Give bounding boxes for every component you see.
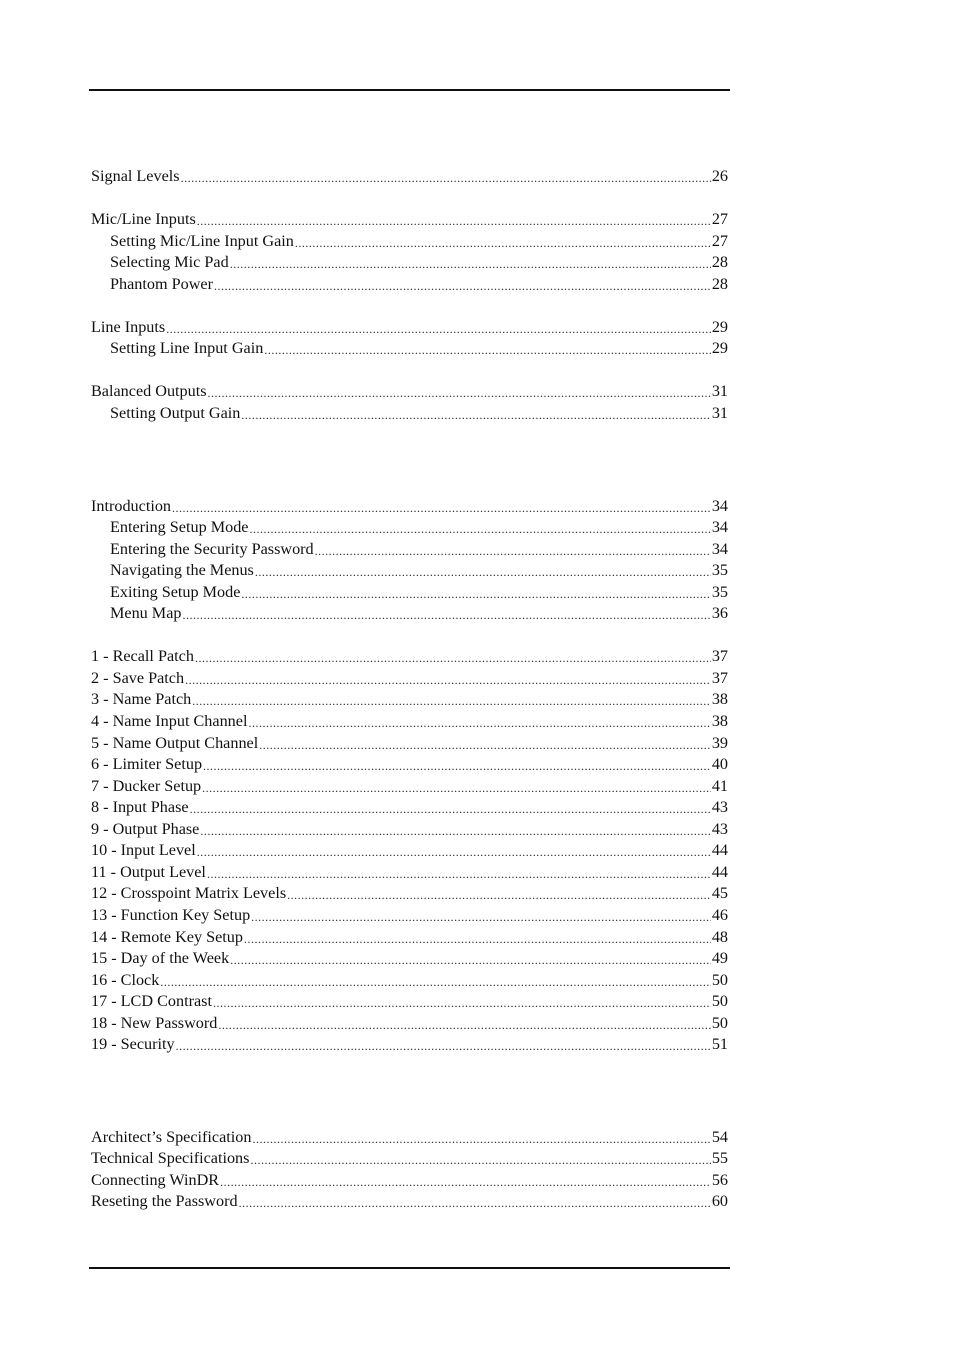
toc-entry-title: 4 - Name Input Channel	[91, 712, 248, 730]
toc-entry-page-number: 31	[711, 382, 728, 400]
toc-entry-page-number: 27	[711, 232, 728, 250]
toc-entry[interactable]	[110, 538, 728, 559]
toc-entry-title: Navigating the Menus	[110, 561, 254, 579]
dot-leader	[241, 587, 710, 602]
dot-leader	[208, 386, 711, 401]
toc-entry-title: Balanced Outputs	[91, 382, 207, 400]
dot-leader	[166, 322, 711, 337]
dot-leader	[220, 1175, 711, 1190]
toc-entry-page-number: 49	[711, 949, 728, 967]
toc-entry[interactable]	[91, 667, 728, 688]
dot-leader	[176, 1039, 711, 1054]
toc-entry-page-number: 26	[711, 167, 728, 185]
dot-leader	[244, 932, 711, 947]
toc-entry-title: Signal Levels	[91, 167, 180, 185]
toc-entry-page-number: 31	[711, 404, 728, 422]
toc-entry-title: Setting Line Input Gain	[110, 339, 264, 357]
toc-entry[interactable]	[110, 230, 728, 251]
toc-entry-page-number: 36	[711, 604, 728, 622]
dot-leader	[218, 1018, 710, 1033]
toc-entry-page-number: 50	[711, 992, 728, 1010]
toc-entry-title: Menu Map	[110, 604, 182, 622]
toc-entry-page-number: 41	[711, 777, 728, 795]
dot-leader	[249, 522, 710, 537]
toc-entry[interactable]	[91, 495, 728, 516]
toc-entry-title: 1 - Recall Patch	[91, 647, 194, 665]
toc-entry[interactable]	[91, 688, 728, 709]
toc-entry[interactable]	[91, 839, 728, 860]
toc-entry[interactable]	[110, 559, 728, 580]
dot-leader	[248, 716, 710, 731]
dot-leader	[200, 824, 710, 839]
toc-entry-title: Introduction	[91, 497, 172, 515]
toc-entry-page-number: 34	[711, 518, 728, 536]
toc-entry-page-number: 48	[711, 928, 728, 946]
toc-entry[interactable]	[91, 969, 728, 990]
toc-entry[interactable]	[91, 1012, 728, 1033]
toc-entry-page-number: 28	[711, 253, 728, 271]
toc-entry-title: 19 - Security	[91, 1035, 175, 1053]
dot-leader	[241, 408, 710, 423]
toc-entry-page-number: 28	[711, 275, 728, 293]
toc-entry-title: 6 - Limiter Setup	[91, 755, 203, 773]
dot-leader	[203, 759, 711, 774]
toc-entry-title: 12 - Crosspoint Matrix Levels	[91, 884, 287, 902]
toc-entry[interactable]	[91, 1147, 728, 1168]
toc-entry-title: Connecting WinDR	[91, 1171, 220, 1189]
toc-entry-page-number: 50	[711, 971, 728, 989]
toc-entry[interactable]	[110, 251, 728, 272]
dot-leader	[182, 608, 710, 623]
toc-entry-title: Technical Specifications	[91, 1149, 250, 1167]
toc-entry-page-number: 45	[711, 884, 728, 902]
toc-entry-page-number: 27	[711, 210, 728, 228]
dot-leader	[213, 996, 711, 1011]
dot-leader	[250, 1153, 710, 1168]
toc-entry[interactable]	[91, 882, 728, 903]
toc-entry-title: Phantom Power	[110, 275, 213, 293]
toc-entry[interactable]	[91, 1033, 728, 1054]
toc-entry-page-number: 56	[711, 1171, 728, 1189]
toc-entry-title: 15 - Day of the Week	[91, 949, 230, 967]
toc-entry-title: Line Inputs	[91, 318, 166, 336]
dot-leader	[160, 975, 710, 990]
toc-entry-page-number: 34	[711, 540, 728, 558]
toc-entry[interactable]	[110, 602, 728, 623]
toc-entry[interactable]	[91, 316, 728, 337]
dot-leader	[315, 544, 711, 559]
toc-entry-page-number: 46	[711, 906, 728, 924]
toc-entry-page-number: 43	[711, 820, 728, 838]
toc-entry-title: Entering the Security Password	[110, 540, 314, 558]
toc-entry-title: Setting Output Gain	[110, 404, 241, 422]
dot-leader	[185, 673, 711, 688]
toc-entry-title: 14 - Remote Key Setup	[91, 928, 243, 946]
toc-entry-page-number: 35	[711, 561, 728, 579]
toc-entry-page-number: 29	[711, 339, 728, 357]
toc-entry-page-number: 35	[711, 583, 728, 601]
toc-entry-title: Selecting Mic Pad	[110, 253, 229, 271]
toc-entry[interactable]	[91, 645, 728, 666]
toc-entry-title: 8 - Input Phase	[91, 798, 189, 816]
toc-entry[interactable]	[91, 1126, 728, 1147]
toc-entry-page-number: 37	[711, 647, 728, 665]
toc-entry[interactable]	[91, 1190, 728, 1211]
dot-leader	[230, 257, 711, 272]
toc-entry[interactable]	[91, 926, 728, 947]
dot-leader	[207, 867, 711, 882]
dot-leader	[259, 738, 711, 753]
dot-leader	[251, 910, 711, 925]
toc-entry-title: Reseting the Password	[91, 1192, 238, 1210]
toc-entry[interactable]	[91, 775, 728, 796]
toc-entry-page-number: 60	[711, 1192, 728, 1210]
toc-entry-title: Mic/Line Inputs	[91, 210, 196, 228]
dot-leader	[190, 802, 711, 817]
toc-entry[interactable]	[91, 710, 728, 731]
dot-leader	[181, 171, 711, 186]
toc-entry[interactable]	[91, 904, 728, 925]
toc-entry-page-number: 34	[711, 497, 728, 515]
toc-entry[interactable]	[91, 947, 728, 968]
dot-leader	[252, 1132, 710, 1147]
toc-entry[interactable]	[91, 380, 728, 401]
toc-entry-title: 18 - New Password	[91, 1014, 218, 1032]
dot-leader	[287, 888, 711, 903]
toc-entry-page-number: 54	[711, 1128, 728, 1146]
toc-entry-page-number: 29	[711, 318, 728, 336]
toc-entry-title: 7 - Ducker Setup	[91, 777, 202, 795]
dot-leader	[239, 1196, 711, 1211]
dot-leader	[264, 343, 711, 358]
dot-leader	[192, 694, 711, 709]
toc-entry-title: 2 - Save Patch	[91, 669, 185, 687]
toc-entry-page-number: 37	[711, 669, 728, 687]
toc-entry-page-number: 55	[711, 1149, 728, 1167]
toc-entry-page-number: 40	[711, 755, 728, 773]
dot-leader	[172, 501, 711, 516]
toc-entry-page-number: 44	[711, 841, 728, 859]
toc-entry-page-number: 43	[711, 798, 728, 816]
toc-entry[interactable]	[91, 208, 728, 229]
toc-entry[interactable]	[110, 516, 728, 537]
toc-entry-page-number: 44	[711, 863, 728, 881]
toc-entry-title: 3 - Name Patch	[91, 690, 192, 708]
toc-entry[interactable]	[110, 402, 728, 423]
toc-entry-title: 11 - Output Level	[91, 863, 206, 881]
dot-leader	[202, 781, 711, 796]
toc-entry[interactable]	[110, 273, 728, 294]
toc-entry[interactable]	[91, 732, 728, 753]
toc-entry[interactable]	[91, 796, 728, 817]
toc-entry-title: 5 - Name Output Channel	[91, 734, 259, 752]
toc-entry[interactable]	[91, 818, 728, 839]
toc-entry-page-number: 39	[711, 734, 728, 752]
toc-entry-page-number: 50	[711, 1014, 728, 1032]
dot-leader	[214, 279, 711, 294]
toc-entry-title: 17 - LCD Contrast	[91, 992, 212, 1010]
toc-entry[interactable]	[91, 753, 728, 774]
toc-entry-title: Exiting Setup Mode	[110, 583, 241, 601]
toc-entry-page-number: 51	[711, 1035, 728, 1053]
toc-entry-title: Setting Mic/Line Input Gain	[110, 232, 294, 250]
toc-entry-title: 16 - Clock	[91, 971, 160, 989]
toc-entry[interactable]	[91, 165, 728, 186]
toc-entry-title: 10 - Input Level	[91, 841, 196, 859]
dot-leader	[255, 565, 711, 580]
toc-entry[interactable]	[91, 990, 728, 1011]
toc-entry[interactable]	[110, 581, 728, 602]
toc-entry-page-number: 38	[711, 712, 728, 730]
dot-leader	[230, 953, 711, 968]
toc-entry-title: 13 - Function Key Setup	[91, 906, 251, 924]
dot-leader	[295, 236, 711, 251]
header-rule	[89, 89, 730, 91]
toc-entry-title: Architect’s Specification	[91, 1128, 252, 1146]
dot-leader	[197, 845, 711, 860]
dot-leader	[197, 214, 711, 229]
toc-entry[interactable]	[91, 861, 728, 882]
toc-entry[interactable]	[91, 1169, 728, 1190]
toc-entry-title: 9 - Output Phase	[91, 820, 200, 838]
footer-rule	[89, 1267, 730, 1269]
dot-leader	[195, 651, 711, 666]
toc-entry[interactable]	[110, 337, 728, 358]
toc-entry-title: Entering Setup Mode	[110, 518, 249, 536]
toc-entry-page-number: 38	[711, 690, 728, 708]
